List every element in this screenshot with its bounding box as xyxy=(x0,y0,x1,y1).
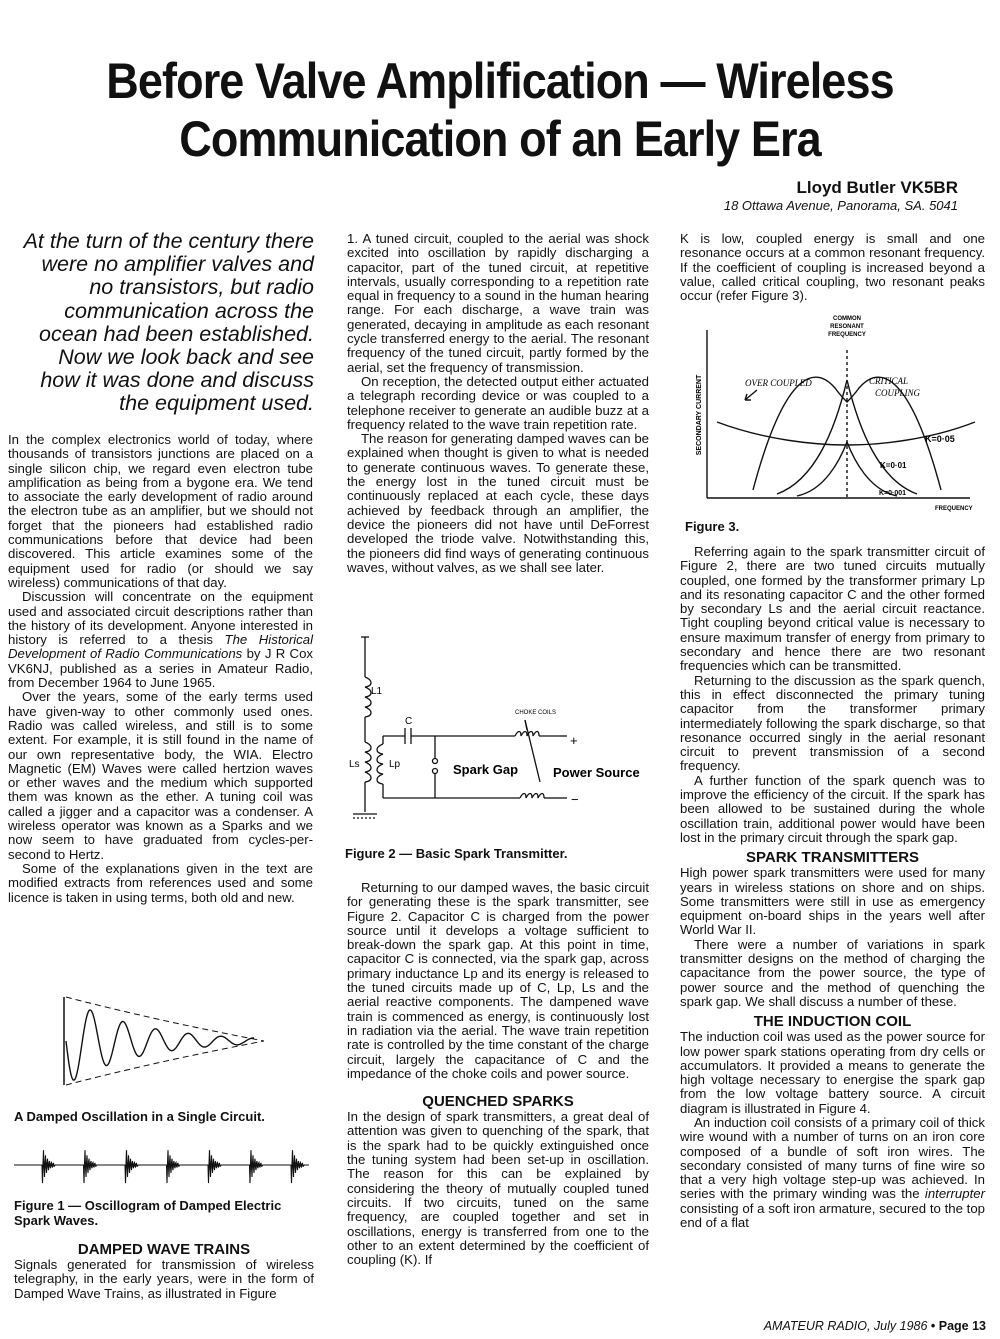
col1-paragraph-5: Signals generated for transmission of wireless telegraphy, in the early years, were in the form of Damped Wave Trains, as illustrated in Figure xyxy=(14,1257,314,1301)
col1-paragraph-3: Over the years, some of the early terms used have given-way to other commonly used ones. Radio was called wireless, and still is to some extent. For example, it is still found in the name of our own representative body, the WIA. Electro Magnetic (EM) Waves were called hertzion waves or ether waves and the medium which supported them was known as the ether. A tuning coil was called a jigger and a capacitor was a condenser. A wireless operator was known as a Sparks and we now seem to have graduated from cycles-per-second to Hertz. xyxy=(8,689,313,862)
interrupter-term: interrupter xyxy=(924,1186,985,1202)
column-2-top xyxy=(347,232,649,575)
label-plus: + xyxy=(570,733,578,748)
fig3-k-0001: K=0·001 xyxy=(879,490,907,497)
col2-paragraph-1: 1. A tuned circuit, coupled to the aerial was shock excited into oscillation by rapidly discharging a capacitor, part of the tuned circuit, at repetitive intervals, usually corresponding to a repetition rate equal in frequency to a sound in the human hearing range. For each discharge, a wave train was generated, decaying in amplitude as each resonant cycle transferred energy to the aerial. The resonant frequency of the tuned circuit, partly formed by the aerial, set the frequency of transmission. xyxy=(347,231,649,375)
article-title xyxy=(86,52,914,168)
label-ls: Ls xyxy=(349,759,360,770)
fig3-over-coupled: OVER COUPLED xyxy=(745,378,812,388)
fig3-k-001: K=0·01 xyxy=(880,461,907,470)
figure-1-caption: Figure 1 — Oscillogram of Damped Electric Spark Waves. xyxy=(14,1198,282,1228)
heading-quenched-sparks: QUENCHED SPARKS xyxy=(422,1093,574,1111)
col3-paragraph-1: K is low, coupled energy is small and one resonance occurs at a common resonant frequency. If the coefficient of coupling is increased beyond a value, called critical coupling, two resonant peaks occur (refer Figure 3). xyxy=(680,231,985,304)
author-address: 18 Ottawa Avenue, Panorama, SA. 5041 xyxy=(723,198,958,213)
coupling-curves xyxy=(685,310,985,515)
footer-page: • Page 13 xyxy=(927,1319,986,1333)
col3-paragraph-4: A further function of the spark quench was to improve the efficiency of the circuit. If the spark has been allowed to be sustained during the whole oscillation train, additional power would have been lost in the primary circuit through the spark gap. xyxy=(680,772,985,845)
col3-p8-text-b: consisting of a soft iron armature, secured to the top end of a flat xyxy=(680,1200,985,1231)
title-line-2: Communication of an Early Era xyxy=(179,111,821,167)
column-2-bottom xyxy=(347,881,649,1267)
fig3-critical-2: COUPLING xyxy=(875,388,921,398)
label-lp: Lp xyxy=(389,759,401,770)
author-name: Lloyd Butler VK5BR xyxy=(796,178,958,197)
col1-paragraph-2 xyxy=(8,590,313,690)
page-footer xyxy=(764,1319,986,1333)
col3-paragraph-6: There were a number of variations in spark transmitter designs on the method of charging the capacitance from the power source, the type of power source and the method of quenching the spark gap. We shall discuss a number of these. xyxy=(680,936,985,1009)
label-choke: CHOKE COILS xyxy=(515,710,557,716)
damped-oscillation-drawing xyxy=(14,985,314,1095)
col3-paragraph-5: High power spark transmitters were used for many years in wireless stations on shore and on ships. Some transmitters were still in use as emergency equipment on-board ships in the years well after World War II. xyxy=(680,865,985,938)
heading-spark-transmitters: SPARK TRANSMITTERS xyxy=(745,849,920,867)
fig3-top-label-3: FREQUENCY xyxy=(828,332,866,338)
heading-damped-wave-trains: DAMPED WAVE TRAINS xyxy=(77,1241,251,1258)
col2-paragraph-4: Returning to our damped waves, the basic circuit for generating these is the spark transmitter, see Figure 2. Capacitor C is charged from the power source until it develops a voltage sufficient to break-down the spark gap. At this point in time, capacitor C is connected, via the spark gap, across primary inductance Lp and its energy is released to the tuned circuits made up of C, Lp, Ls and the aerial reactive components. The dampened wave train is commenced as energy, is continuously lost in radiation via the aerial. The wave train repetition rate is controlled by the time constant of the charge circuit, largely the capacitance of C and the impedance of the choke coils and power source. xyxy=(347,880,649,1081)
figure-3 xyxy=(685,310,985,534)
spark-transmitter-circuit xyxy=(345,632,650,832)
label-c: C xyxy=(405,716,413,727)
col1-paragraph-1: In the complex electronics world of today, where thousands of transistors junctions are placed on a single silicon chip, we regard even electron tube amplification as being from a bygone era. We tend to associate the early development of radio around the electron tube as an amplifier, but we should not forget that the pioneers had established radio communications before that device had been discovered. This article examines some of the equipment used for radio (or should we say wireless) communications of that day. xyxy=(8,432,313,590)
figure-3-caption: Figure 3. xyxy=(685,519,740,534)
col1-bottom xyxy=(14,1241,314,1301)
label-minus: − xyxy=(571,792,579,807)
figure-2 xyxy=(345,632,650,861)
column-3-bottom xyxy=(680,545,985,1230)
fig3-y-label: SECONDARY CURRENT xyxy=(696,374,703,456)
col3-paragraph-7: The induction coil was used as the power source for low power spark stations operating from dry cells or accumulators. It provided a means to generate the high voltage necessary to energise the spark gap from the low voltage battery source. A circuit diagram is illustrated in Figure 4. xyxy=(680,1029,985,1116)
thesis-title: The Historical Development of Radio Communications xyxy=(8,632,313,662)
column-1 xyxy=(8,433,313,905)
column-3-top xyxy=(680,232,985,303)
damped-caption: A Damped Oscillation in a Single Circuit. xyxy=(14,1109,265,1124)
col2-paragraph-3: The reason for generating damped waves can be explained when thought is given to what is needed to generate continuous waves. To generate these, the energy lost in the tuned circuit must be continuously replaced at each cycle, these days achieved by feedback through an amplifier, the device the pioneers did not have until DeForrest developed the triode valve. Notwithstanding this, the pioneers did find ways of generating continuous waves, without valves, as we shall see later. xyxy=(347,431,649,575)
fig3-critical-1: CRITICAL xyxy=(869,376,909,386)
fig3-x-label: FREQUENCY xyxy=(935,506,973,512)
author-block xyxy=(724,178,958,213)
label-spark-gap: Spark Gap xyxy=(453,762,519,777)
col3-paragraph-3: Returning to the discussion as the spark quench, this in effect disconnected the primary tuning capacitor from the transformer primary intermediately following the spark discharge, so that resonance occurred singly in the aerial resonant circuit to prevent transmission of a second frequency. xyxy=(680,672,985,774)
pull-quote: At the turn of the century there were no amplifier valves and no transistors, but radio communication across the ocean had been established. Now we look back and see how it was done and discuss the equipment used. xyxy=(23,229,314,416)
figure-1 xyxy=(14,1140,314,1228)
col3-paragraph-2: Referring again to the spark transmitter circuit of Figure 2, there are two tuned circuits mutually coupled, one formed by the transformer primary Lp and its resonating capacitor C and the other formed by secondary Ls and the aerial circuit reactance. Tight coupling beyond critical value is necessary to ensure maximum transfer of energy from primary to secondary and hence there are two resonant frequencies which can be transmitted. xyxy=(680,544,985,674)
col1-p2-text-b: by J R Cox VK6NJ, published as a series in Amateur Radio, from December 1964 to June 1965. xyxy=(8,646,313,691)
oscillogram-drawing xyxy=(14,1140,314,1190)
figure-2-caption: Figure 2 — Basic Spark Transmitter. xyxy=(345,846,568,861)
col2-paragraph-2: On reception, the detected output either actuated a telegraph recording device or was coupled to a telephone receiver to generate an audible buzz at a frequency related to the wave train repetition rate. xyxy=(347,373,649,432)
title-line-1: Before Valve Amplification — Wireless xyxy=(106,53,894,109)
col3-paragraph-8 xyxy=(680,1116,985,1230)
col1-paragraph-4: Some of the explanations given in the text are modified extracts from references used and some licence is taken in using terms, both old and new. xyxy=(8,860,313,905)
fig3-top-label-1: COMMON xyxy=(833,316,861,322)
col1-p2-text-a: Discussion will concentrate on the equipment used and associated circuit descriptions rather than the history of its development. Anyone interested in history is referred to a thesis xyxy=(8,589,313,648)
fig3-top-label-2: RESONANT xyxy=(830,324,864,330)
col3-p8-text-a: An induction coil consists of a primary coil of thick wire wound with a number of turns on an iron core composed of a bundle of soft iron wires. The secondary consisted of many turns of fine wire so that a very high voltage step-up was achieved. In series with the primary winding was the xyxy=(680,1114,985,1202)
heading-induction-coil: THE INDUCTION COIL xyxy=(753,1013,912,1031)
label-l1: L1 xyxy=(371,686,383,697)
label-power-source: Power Source xyxy=(553,765,640,780)
footer-publication: AMATEUR RADIO, July 1986 xyxy=(763,1319,928,1333)
fig3-k-005: K=0·05 xyxy=(925,434,955,444)
damped-oscillation-figure xyxy=(14,985,314,1124)
col2-paragraph-5: In the design of spark transmitters, a great deal of attention was given to quenching of the spark, that is the spark had to be quickly extinguished once the tuning system had been set-up in oscillation. The reason for this can be explained by considering the theory of mutually coupled tuned circuits. If two circuits, tuned on the same frequency, are coupled together and set in oscillations, energy is transferred from one to the other to an extent determined by the coefficient of coupling (K). If xyxy=(347,1109,649,1268)
